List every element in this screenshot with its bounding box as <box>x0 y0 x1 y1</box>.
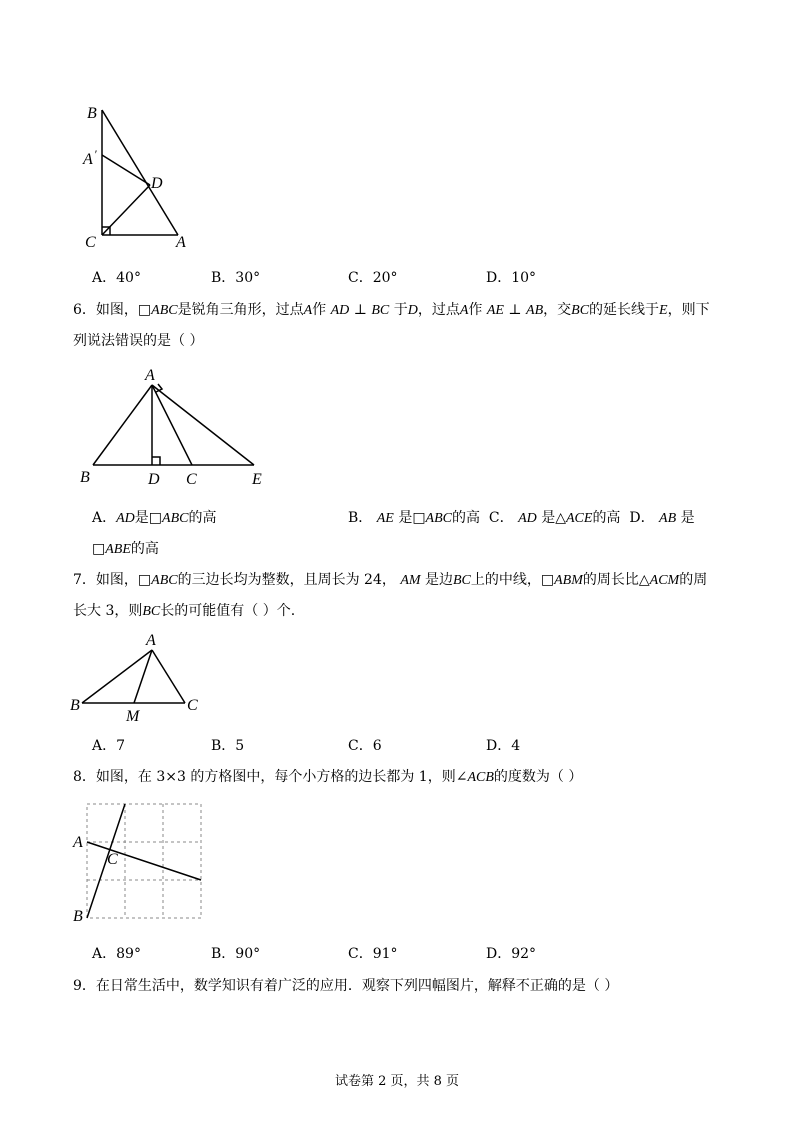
q5-option-d: D．10° <box>486 270 537 286</box>
q7-option-d: D．4 <box>486 738 521 754</box>
q7-stem-line2: 长大 3，则BC长的可能值有（ ）个. <box>73 603 296 619</box>
q8-label-c: C <box>107 851 118 868</box>
q6-label-e: E <box>252 471 262 488</box>
q5-option-a: A．40° <box>92 270 141 286</box>
q5-label-a: A <box>176 234 186 251</box>
q5-label-prime: ′ <box>94 147 97 161</box>
q7-label-m: M <box>126 708 140 725</box>
q6-options-line2: □ABE的高 <box>92 541 159 557</box>
page-footer: 试卷第 2 页，共 8 页 <box>334 1074 460 1089</box>
q7-stem-line1: 7．如图，□ABC的三边长均为整数，且周长为 24， AM 是边BC上的中线，□ABM的周长比△ACM的周 <box>73 572 708 588</box>
q6-label-b: B <box>80 469 90 486</box>
q7-label-b: B <box>70 697 80 714</box>
q8-option-b: B．90° <box>211 946 261 962</box>
q8-figure <box>70 796 210 926</box>
q7-label-a: A <box>146 632 156 649</box>
q6-figure <box>78 362 278 492</box>
q6-options-line1-b: B． AE 是□ABC的高 C． AD 是△ACE的高 D． AB 是 <box>348 510 695 526</box>
q6-stem-line1: 6．如图，□ABC是锐角三角形，过点A作 AD ⊥ BC 于D，过点A作 AE ⊥ AB，交BC的延长线于E，则下 <box>73 302 710 318</box>
q8-option-a: A．89° <box>92 946 141 962</box>
q9-stem-line1: 9．在日常生活中，数学知识有着广泛的应用．观察下列四幅图片，解释不正确的是（ ） <box>73 978 619 994</box>
q5-label-b: B <box>87 105 97 122</box>
q7-option-b: B．5 <box>211 738 245 754</box>
q6-label-d: D <box>148 471 160 488</box>
q6-stem-line2: 列说法错误的是（ ） <box>73 333 204 349</box>
q5-option-c: C．20° <box>348 270 398 286</box>
q6-options-line1: A．AD是□ABC的高 <box>92 510 217 526</box>
q6-label-a: A <box>145 367 155 384</box>
q5-label-c: C <box>85 234 96 251</box>
q7-option-a: A．7 <box>92 738 126 754</box>
q8-stem-line1: 8．如图，在 3×3 的方格图中，每个小方格的边长都为 1，则∠ACB的度数为（ ） <box>73 769 583 785</box>
q8-label-b: B <box>73 908 83 925</box>
q7-option-c: C．6 <box>348 738 382 754</box>
q5-option-b: B．30° <box>211 270 261 286</box>
q5-figure <box>80 100 200 250</box>
q6-label-c: C <box>186 471 197 488</box>
q8-label-a: A <box>73 834 83 851</box>
q5-label-aprime: A <box>83 151 93 168</box>
q7-label-c: C <box>187 697 198 714</box>
q5-label-d: D <box>151 175 163 192</box>
q7-figure <box>68 630 208 725</box>
q8-option-d: D．92° <box>486 946 537 962</box>
q8-option-c: C．91° <box>348 946 398 962</box>
